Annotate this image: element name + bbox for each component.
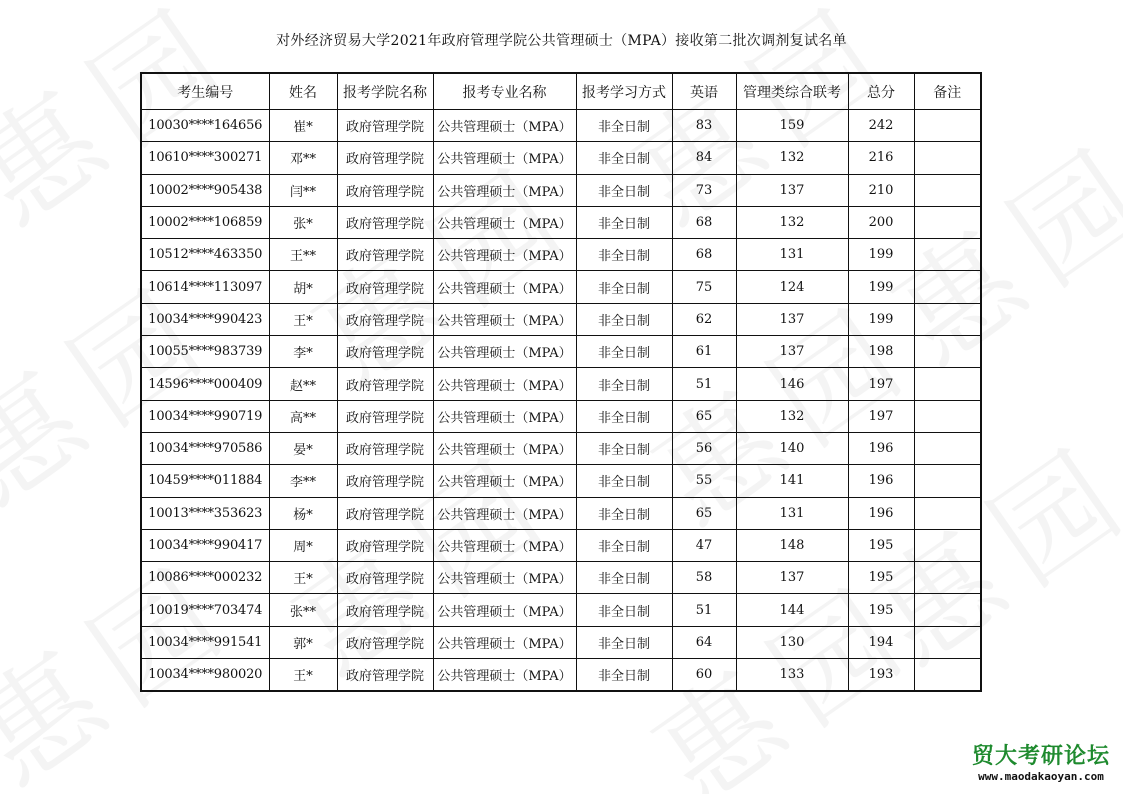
cell-study-mode: 非全日制 [576, 497, 672, 529]
cell-remark [914, 336, 981, 368]
cell-study-mode: 非全日制 [576, 271, 672, 303]
cell-name: 郭* [269, 626, 337, 658]
cell-study-mode: 非全日制 [576, 174, 672, 206]
cell-remark [914, 239, 981, 271]
cell-major: 公共管理硕士（MPA） [433, 562, 576, 594]
cell-total: 196 [848, 465, 914, 497]
cell-major: 公共管理硕士（MPA） [433, 303, 576, 335]
cell-major: 公共管理硕士（MPA） [433, 400, 576, 432]
cell-comprehensive: 146 [736, 368, 848, 400]
table-row [141, 271, 981, 303]
cell-major: 公共管理硕士（MPA） [433, 432, 576, 464]
table-row [141, 562, 981, 594]
forum-logo [961, 744, 1121, 784]
cell-name: 王* [269, 659, 337, 692]
cell-name: 邓** [269, 142, 337, 174]
cell-college: 政府管理学院 [337, 626, 433, 658]
table-row [141, 142, 981, 174]
cell-major: 公共管理硕士（MPA） [433, 465, 576, 497]
cell-name: 赵** [269, 368, 337, 400]
cell-candidate-id: 10019****703474 [141, 594, 269, 626]
cell-candidate-id: 10034****970586 [141, 432, 269, 464]
cell-study-mode: 非全日制 [576, 303, 672, 335]
cell-total: 193 [848, 659, 914, 692]
cell-remark [914, 271, 981, 303]
table-header-row [141, 73, 981, 110]
cell-remark [914, 206, 981, 238]
cell-college: 政府管理学院 [337, 336, 433, 368]
cell-college: 政府管理学院 [337, 432, 433, 464]
cell-study-mode: 非全日制 [576, 432, 672, 464]
cell-english: 61 [672, 336, 736, 368]
table-row [141, 432, 981, 464]
cell-english: 58 [672, 562, 736, 594]
header-cell: 英语 [672, 73, 736, 110]
cell-college: 政府管理学院 [337, 303, 433, 335]
cell-college: 政府管理学院 [337, 400, 433, 432]
cell-major: 公共管理硕士（MPA） [433, 659, 576, 692]
cell-study-mode: 非全日制 [576, 206, 672, 238]
cell-total: 197 [848, 368, 914, 400]
cell-remark [914, 432, 981, 464]
cell-remark [914, 110, 981, 142]
cell-study-mode: 非全日制 [576, 529, 672, 561]
cell-study-mode: 非全日制 [576, 465, 672, 497]
cell-name: 李* [269, 336, 337, 368]
cell-college: 政府管理学院 [337, 465, 433, 497]
header-cell: 备注 [914, 73, 981, 110]
cell-candidate-id: 10614****113097 [141, 271, 269, 303]
cell-total: 196 [848, 497, 914, 529]
cell-total: 210 [848, 174, 914, 206]
cell-remark [914, 594, 981, 626]
cell-study-mode: 非全日制 [576, 336, 672, 368]
cell-candidate-id: 10034****990423 [141, 303, 269, 335]
header-cell: 报考学院名称 [337, 73, 433, 110]
cell-college: 政府管理学院 [337, 271, 433, 303]
cell-major: 公共管理硕士（MPA） [433, 239, 576, 271]
cell-remark [914, 562, 981, 594]
cell-name: 崔* [269, 110, 337, 142]
header-cell: 考生编号 [141, 73, 269, 110]
cell-major: 公共管理硕士（MPA） [433, 594, 576, 626]
cell-comprehensive: 132 [736, 400, 848, 432]
table-row [141, 206, 981, 238]
cell-major: 公共管理硕士（MPA） [433, 206, 576, 238]
cell-english: 68 [672, 206, 736, 238]
cell-comprehensive: 137 [736, 174, 848, 206]
cell-college: 政府管理学院 [337, 174, 433, 206]
candidate-table [140, 72, 982, 692]
cell-comprehensive: 144 [736, 594, 848, 626]
cell-english: 62 [672, 303, 736, 335]
cell-candidate-id: 10002****106859 [141, 206, 269, 238]
cell-total: 216 [848, 142, 914, 174]
cell-comprehensive: 130 [736, 626, 848, 658]
cell-candidate-id: 10610****300271 [141, 142, 269, 174]
cell-study-mode: 非全日制 [576, 142, 672, 174]
cell-total: 197 [848, 400, 914, 432]
cell-college: 政府管理学院 [337, 368, 433, 400]
table-row [141, 303, 981, 335]
cell-english: 75 [672, 271, 736, 303]
cell-college: 政府管理学院 [337, 239, 433, 271]
table-row [141, 594, 981, 626]
table-row [141, 336, 981, 368]
cell-english: 65 [672, 400, 736, 432]
cell-name: 张* [269, 206, 337, 238]
cell-study-mode: 非全日制 [576, 562, 672, 594]
cell-total: 195 [848, 529, 914, 561]
cell-comprehensive: 133 [736, 659, 848, 692]
cell-english: 60 [672, 659, 736, 692]
cell-remark [914, 529, 981, 561]
cell-total: 195 [848, 562, 914, 594]
table-row [141, 626, 981, 658]
cell-english: 55 [672, 465, 736, 497]
cell-study-mode: 非全日制 [576, 110, 672, 142]
header-cell: 报考专业名称 [433, 73, 576, 110]
cell-comprehensive: 137 [736, 336, 848, 368]
cell-college: 政府管理学院 [337, 562, 433, 594]
table-row [141, 659, 981, 692]
cell-comprehensive: 131 [736, 497, 848, 529]
cell-comprehensive: 141 [736, 465, 848, 497]
cell-name: 李** [269, 465, 337, 497]
cell-college: 政府管理学院 [337, 110, 433, 142]
cell-major: 公共管理硕士（MPA） [433, 142, 576, 174]
cell-study-mode: 非全日制 [576, 659, 672, 692]
cell-major: 公共管理硕士（MPA） [433, 497, 576, 529]
cell-english: 64 [672, 626, 736, 658]
cell-name: 周* [269, 529, 337, 561]
cell-total: 199 [848, 303, 914, 335]
cell-candidate-id: 10034****980020 [141, 659, 269, 692]
cell-comprehensive: 131 [736, 239, 848, 271]
table-row [141, 110, 981, 142]
cell-remark [914, 174, 981, 206]
cell-candidate-id: 10034****990417 [141, 529, 269, 561]
cell-name: 王* [269, 562, 337, 594]
cell-college: 政府管理学院 [337, 659, 433, 692]
cell-name: 高** [269, 400, 337, 432]
cell-english: 51 [672, 368, 736, 400]
header-cell: 总分 [848, 73, 914, 110]
cell-major: 公共管理硕士（MPA） [433, 336, 576, 368]
cell-english: 73 [672, 174, 736, 206]
table-row [141, 174, 981, 206]
cell-candidate-id: 10055****983739 [141, 336, 269, 368]
cell-remark [914, 626, 981, 658]
cell-total: 200 [848, 206, 914, 238]
cell-name: 胡* [269, 271, 337, 303]
cell-candidate-id: 10002****905438 [141, 174, 269, 206]
cell-comprehensive: 132 [736, 142, 848, 174]
cell-college: 政府管理学院 [337, 497, 433, 529]
cell-candidate-id: 10086****000232 [141, 562, 269, 594]
cell-major: 公共管理硕士（MPA） [433, 529, 576, 561]
header-cell: 姓名 [269, 73, 337, 110]
header-cell: 管理类综合联考 [736, 73, 848, 110]
cell-study-mode: 非全日制 [576, 368, 672, 400]
cell-major: 公共管理硕士（MPA） [433, 368, 576, 400]
cell-study-mode: 非全日制 [576, 400, 672, 432]
cell-remark [914, 465, 981, 497]
cell-candidate-id: 10030****164656 [141, 110, 269, 142]
cell-total: 242 [848, 110, 914, 142]
table-row [141, 368, 981, 400]
cell-english: 65 [672, 497, 736, 529]
cell-total: 195 [848, 594, 914, 626]
cell-study-mode: 非全日制 [576, 626, 672, 658]
cell-major: 公共管理硕士（MPA） [433, 110, 576, 142]
cell-name: 闫** [269, 174, 337, 206]
cell-total: 194 [848, 626, 914, 658]
cell-comprehensive: 148 [736, 529, 848, 561]
cell-comprehensive: 132 [736, 206, 848, 238]
table-row [141, 529, 981, 561]
cell-candidate-id: 10034****990719 [141, 400, 269, 432]
cell-total: 199 [848, 239, 914, 271]
table-row [141, 239, 981, 271]
cell-candidate-id: 10459****011884 [141, 465, 269, 497]
cell-english: 68 [672, 239, 736, 271]
document-title: 对外经济贸易大学2021年政府管理学院公共管理硕士（MPA）接收第二批次调剂复试名单 [276, 33, 847, 49]
cell-total: 199 [848, 271, 914, 303]
cell-college: 政府管理学院 [337, 206, 433, 238]
cell-candidate-id: 10512****463350 [141, 239, 269, 271]
header-cell: 报考学习方式 [576, 73, 672, 110]
cell-comprehensive: 137 [736, 303, 848, 335]
logo-name: 贸大考研论坛 [971, 744, 1110, 769]
cell-candidate-id: 10034****991541 [141, 626, 269, 658]
cell-comprehensive: 159 [736, 110, 848, 142]
cell-remark [914, 497, 981, 529]
cell-english: 56 [672, 432, 736, 464]
table-row [141, 497, 981, 529]
table-row [141, 465, 981, 497]
cell-comprehensive: 137 [736, 562, 848, 594]
cell-english: 84 [672, 142, 736, 174]
logo-url: www.maodakaoyan.com [978, 770, 1104, 783]
cell-name: 张** [269, 594, 337, 626]
cell-college: 政府管理学院 [337, 594, 433, 626]
cell-name: 王* [269, 303, 337, 335]
cell-study-mode: 非全日制 [576, 594, 672, 626]
cell-name: 晏* [269, 432, 337, 464]
table-row [141, 400, 981, 432]
cell-major: 公共管理硕士（MPA） [433, 174, 576, 206]
cell-remark [914, 400, 981, 432]
cell-study-mode: 非全日制 [576, 239, 672, 271]
cell-english: 47 [672, 529, 736, 561]
cell-remark [914, 303, 981, 335]
cell-name: 王** [269, 239, 337, 271]
cell-major: 公共管理硕士（MPA） [433, 626, 576, 658]
cell-remark [914, 142, 981, 174]
cell-candidate-id: 14596****000409 [141, 368, 269, 400]
cell-english: 83 [672, 110, 736, 142]
cell-total: 196 [848, 432, 914, 464]
cell-comprehensive: 124 [736, 271, 848, 303]
cell-major: 公共管理硕士（MPA） [433, 271, 576, 303]
cell-candidate-id: 10013****353623 [141, 497, 269, 529]
cell-remark [914, 368, 981, 400]
cell-comprehensive: 140 [736, 432, 848, 464]
cell-english: 51 [672, 594, 736, 626]
cell-college: 政府管理学院 [337, 142, 433, 174]
cell-remark [914, 659, 981, 692]
cell-name: 杨* [269, 497, 337, 529]
cell-total: 198 [848, 336, 914, 368]
cell-college: 政府管理学院 [337, 529, 433, 561]
table-body [141, 110, 981, 692]
